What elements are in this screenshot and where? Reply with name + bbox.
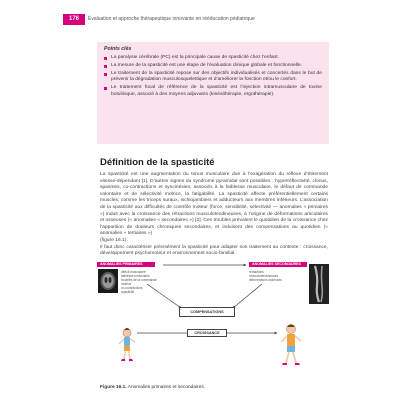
young-child-illustration xyxy=(119,328,135,361)
key-point-text: La paralysie cérébrale (PC) est la principale cause de spasticité chez l’enfant. xyxy=(111,55,279,60)
section-title: Définition de la spasticité xyxy=(100,157,215,168)
page-number: 176 xyxy=(63,14,85,25)
bullet-icon xyxy=(104,87,107,90)
arrow-secondary-to-compensations xyxy=(233,284,262,308)
paragraph: Il faut donc caractériser précisément la spasticité pour adapter son traitement au contexte : croissance, développement psychomoteur et environnement socio-familial. xyxy=(100,244,328,257)
primary-anomalies-list: déficit musculaire faiblesse musculaire troubles de la commande motrice co-contractions spasticité xyxy=(121,270,157,295)
secondary-anomalies-header: ANOMALIES SECONDAIRES xyxy=(249,262,307,267)
running-head: Évaluation et approche thérapeutique innovante en rééducation pédiatrique xyxy=(88,16,255,22)
secondary-anomalies-list: rétractions musculotendineuses déformations osseuses xyxy=(249,270,282,283)
figure-16-1 xyxy=(97,262,329,380)
body-text xyxy=(100,172,328,258)
primary-anomalies-header: ANOMALIES PRIMAIRES xyxy=(97,262,155,267)
key-point-text: Le traitement de la spasticité repose sur des objectifs individualisés et concertés dans le but de prévenir la dégradation musculosquelettique et d’améliorer la fonction et/ou le confort. xyxy=(111,70,322,83)
key-point-text: Le traitement focal de référence de la spasticité est l’injection intramusculaire de toxine botulinique, associé à des moyens adjuvants (kinésithérapie, ergothérapie). xyxy=(111,85,322,97)
key-point-item xyxy=(104,85,322,98)
compensations-box: COMPENSATIONS xyxy=(179,307,235,317)
figure-caption xyxy=(100,385,205,390)
bullet-icon xyxy=(104,57,107,60)
key-point-item xyxy=(104,71,322,84)
key-point-item xyxy=(104,55,322,61)
xray-image xyxy=(309,264,329,304)
caption-text: Anomalies primaires et secondaires. xyxy=(126,385,206,390)
key-point-item xyxy=(104,63,322,69)
older-child-illustration xyxy=(281,325,301,366)
key-points-title: Points clés xyxy=(104,46,132,52)
croissance-box: CROISSANCE xyxy=(187,329,227,337)
key-points-box xyxy=(97,42,329,144)
paragraph: La spasticité est une augmentation du tonus musculaire due à l’exagération du réflexe d’étirement vitesse-dépendant [1]. D’autres signes du syndrome pyramidal sont possibles : hyperréflectivité, clonus, spasmes, co-contractions et syncinésies, associés à la faiblesse musculaire, le défaut de commande volontaire et de sélectivité motrice, la fatigabilité. La spasticité affecte préférentiellement certains muscles, comme les triceps suraux, ischiojambiers et adducteurs aux membres inférieurs. L’association de la spasticité aux difficultés de contrôle moteur (force, sensibilité, sélectivité — anomalies « primaires ») induit avec la croissance des rétractions musculotendineuses, à l’origine de déformations articulaires et osseuses (« anomalies « secondaires ») [2]. Ces troubles prévalent le quotidien de la croissance chez l’apparition de douleurs chroniques secondaires, et induisent des compensations au quotidien (« anomalies « tertiaires ») xyxy=(100,172,328,237)
bullet-icon xyxy=(104,73,107,76)
bullet-icon xyxy=(104,65,107,68)
key-points-list xyxy=(104,55,322,98)
caption-label: Figure 16.1. xyxy=(100,385,127,390)
key-point-text: La mesure de la spasticité est une étape de l’évaluation clinique globale et fonctionnelle. xyxy=(111,62,303,68)
brain-scan-image xyxy=(98,269,118,293)
paragraph: (figure 16.1). xyxy=(100,237,128,243)
